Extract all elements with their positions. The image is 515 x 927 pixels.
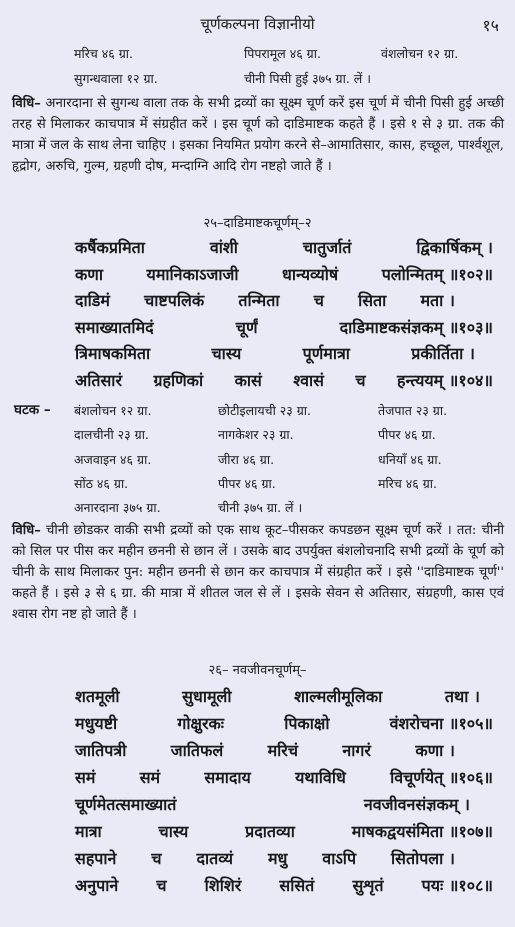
verse-word: पयः ॥१०८॥: [421, 876, 493, 895]
verse-word: जातिपत्री: [75, 741, 127, 760]
ghatak-label: घटक –: [14, 402, 51, 418]
verse-word: चास्य: [158, 822, 189, 841]
ingredient-item: दालचीनी २३ ग्रा.: [74, 427, 149, 442]
verse-word: च: [355, 371, 366, 390]
verse-word: त्रिमाषकमिता: [75, 344, 151, 363]
verse-word: समं: [139, 768, 161, 787]
verse-word: दातव्यं: [196, 849, 233, 868]
section-heading: २५–दाडिमाष्टकचूर्णम्–२: [203, 216, 312, 231]
verse-word: कणा: [75, 265, 104, 284]
verse-word: हन्त्ययम् ॥१०४॥: [397, 371, 493, 390]
ingredient-item: अनारदाना ३७५ ग्रा.: [74, 500, 161, 515]
verse-line: [75, 712, 493, 734]
verse-word: तथा ।: [444, 687, 480, 706]
verse-word: दाडिमाष्टकसंज्ञकम् ॥१०३॥: [339, 318, 493, 337]
ingredient-item: चीनी ३७५ ग्रा. लें ।: [218, 500, 303, 515]
verse-word: पिकाक्षो: [284, 714, 330, 733]
verse-word: च: [313, 291, 324, 310]
verse-word: समाख्यातमिदं: [75, 318, 154, 337]
verse-word: ससितं: [279, 876, 315, 895]
verse-word: कासं: [234, 371, 262, 390]
verse-word: अनुपाने: [75, 876, 119, 895]
ingredient-item: नागकेशर २३ ग्रा.: [218, 427, 294, 442]
ingredient-item: बंशलोचन १२ ग्रा.: [74, 403, 152, 418]
section-heading: २६– नवजीवनचूर्णम्–: [208, 663, 307, 678]
ingredient-item: पीपर ४६ ग्रा.: [218, 476, 276, 491]
verse-word: माषकद्वयसंमिता ॥१०७॥: [351, 822, 493, 841]
verse-word: गोक्षुरकः: [177, 714, 225, 733]
verse-word: विचूर्णयेत् ॥१०६॥: [390, 768, 493, 787]
verse-word: सिता: [358, 291, 387, 310]
verse-word: प्रकीर्तिता ।: [411, 344, 475, 363]
verse-word: मरिचं: [267, 741, 298, 760]
page-number: १५: [482, 16, 499, 35]
method-paragraph: [12, 520, 504, 625]
verse-word: चातुर्जातं: [302, 238, 352, 257]
ingredient-item: सोंठ ४६ ग्रा.: [74, 476, 129, 491]
verse-word: शाल्मलीमूलिका: [294, 687, 383, 706]
verse-word: मधुयष्टी: [75, 714, 118, 733]
verse-word: कणा ।: [415, 741, 455, 760]
verse-word: चाष्टपलिकं: [144, 291, 205, 310]
verse-word: च: [156, 876, 167, 895]
method-label: विधि–: [12, 96, 41, 111]
verse-word: चास्य: [211, 344, 242, 363]
verse-line: [75, 793, 470, 815]
verse-line: [75, 369, 493, 391]
verse-word: पूर्णमात्रा: [302, 344, 350, 363]
method-text: चीनी छोडकर वाकी सभी द्रव्यों को एक साथ कूट–पीसकर कपडछन सूक्ष्म चूर्ण करें । तत: चीनी को सिल पर पीस कर महीन छननी से छान लें । उसके बाद उपर्युक्त बंशलोचनादि सभी द्रव्यों के चूर्ण को चीनी के साथ मिलाकर पुन: महीन छननी से छान कर काचपात्र में संग्रहीत करें । इसे ''दाडिमाष्टक चूर्ण'' कहते हैं । इसे ३ से ६ ग्रा. की मात्रा में शीतल जल से लें । इसके सेवन से अतिसार, संग्रहणी, कास एवं श्वास रोग नष्ट हो जाते हैं ।: [12, 523, 504, 622]
verse-word: वाऽपि: [322, 849, 357, 868]
verse-word: तन्मिता: [238, 291, 280, 310]
verse-word: प्रदातव्या: [245, 822, 295, 841]
verse-line: [75, 847, 455, 869]
verse-word: च: [151, 849, 162, 868]
ingredient-item: चीनी पिसी हुई ३७५ ग्रा. लें ।: [244, 71, 371, 86]
verse-word: समं: [75, 768, 96, 787]
verse-line: [75, 766, 493, 788]
ingredient-item: तेजपात २३ ग्रा.: [378, 403, 448, 418]
verse-line: [75, 263, 493, 285]
verse-word: यथाविधि: [295, 768, 346, 787]
ingredient-item: मरिच ४६ ग्रा.: [74, 46, 133, 61]
ingredient-item: वंशलोचन १२ ग्रा.: [381, 46, 459, 61]
verse-word: द्विकार्षिकम् ।: [416, 238, 493, 257]
verse-word: ग्रहणिकां: [153, 371, 204, 390]
verse-word: नवजीवनसंज्ञकम् ।: [363, 795, 470, 814]
verse-word: शतमूली: [75, 687, 120, 706]
verse-word: जातिफलं: [170, 741, 224, 760]
verse-line: [75, 685, 480, 707]
verse-word: सुधामूली: [182, 687, 232, 706]
verse-word: नागरं: [342, 741, 371, 760]
ingredient-item: सुगन्धवाला १२ ग्रा.: [74, 71, 158, 86]
verse-word: चूर्णमेतत्समाख्यातं: [75, 795, 177, 814]
method-text: अनारदाना से सुगन्ध वाला तक के सभी द्रव्यों का सूक्ष्म चूर्ण करें इस चूर्ण में चीनी पिसी हुई अच्छी तरह से मिलाकर काचपात्र में संग्रहीत करें । इस चूर्ण को दाडिमाष्टक कहते हैं । इसे १ से ३ ग्रा. तक की मात्रा में जल के साथ लेना चाहिए । इसका नियमित प्रयोग करने से–आमातिसार, कास, हच्छूल, पार्श्वशूल, हृद्रोग, अरुचि, गुल्म, ग्रहणी दोष, मन्दाग्नि आदि रोग नष्टहो जाते हैं ।: [12, 96, 504, 174]
running-header: चूर्णकल्पना विज्ञानीयो: [200, 15, 315, 33]
ingredient-item: अजवाइन ४६ ग्रा.: [74, 452, 152, 467]
verse-word: पलोन्मितम् ॥१०२॥: [381, 265, 493, 284]
verse-word: चूर्णं: [235, 318, 258, 337]
verse-word: वांशी: [209, 238, 238, 257]
verse-line: [75, 739, 455, 761]
verse-word: सुशृतं: [352, 876, 384, 895]
verse-word: कर्षैकप्रमिता: [75, 238, 145, 257]
verse-line: [75, 342, 475, 364]
verse-word: श्वासं: [293, 371, 324, 390]
verse-word: दाडिमं: [75, 291, 110, 310]
verse-word: यमानिकाऽजाजी: [146, 265, 239, 284]
method-paragraph: [12, 93, 504, 177]
ingredient-item: जीरा ४६ ग्रा.: [218, 452, 275, 467]
verse-word: सहपाने: [75, 849, 117, 868]
verse-line: [75, 316, 493, 338]
verse-line: [75, 820, 493, 842]
ingredient-item: पीपर ४६ ग्रा.: [378, 427, 436, 442]
verse-word: शिशिरं: [204, 876, 242, 895]
verse-word: वंशरोचना ॥१०५॥: [389, 714, 493, 733]
verse-line: [75, 236, 493, 258]
ingredient-item: छोटीइलायची २३ ग्रा.: [218, 403, 312, 418]
verse-word: अतिसारं: [75, 371, 122, 390]
verse-word: मात्रा: [75, 822, 102, 841]
verse-word: धान्यव्योषं: [282, 265, 339, 284]
ingredient-item: धनियाँ ४६ ग्रा.: [378, 452, 442, 467]
ingredient-item: पिपरामूल ४६ ग्रा.: [244, 46, 321, 61]
verse-word: मता ।: [420, 291, 455, 310]
verse-word: सितोपला ।: [390, 849, 455, 868]
verse-word: समादाय: [204, 768, 251, 787]
ingredient-item: मरिच ४६ ग्रा.: [378, 476, 437, 491]
method-label: विधि–: [12, 523, 41, 538]
verse-line: [75, 289, 455, 311]
verse-word: मधु: [267, 849, 288, 868]
verse-line: [75, 874, 493, 896]
